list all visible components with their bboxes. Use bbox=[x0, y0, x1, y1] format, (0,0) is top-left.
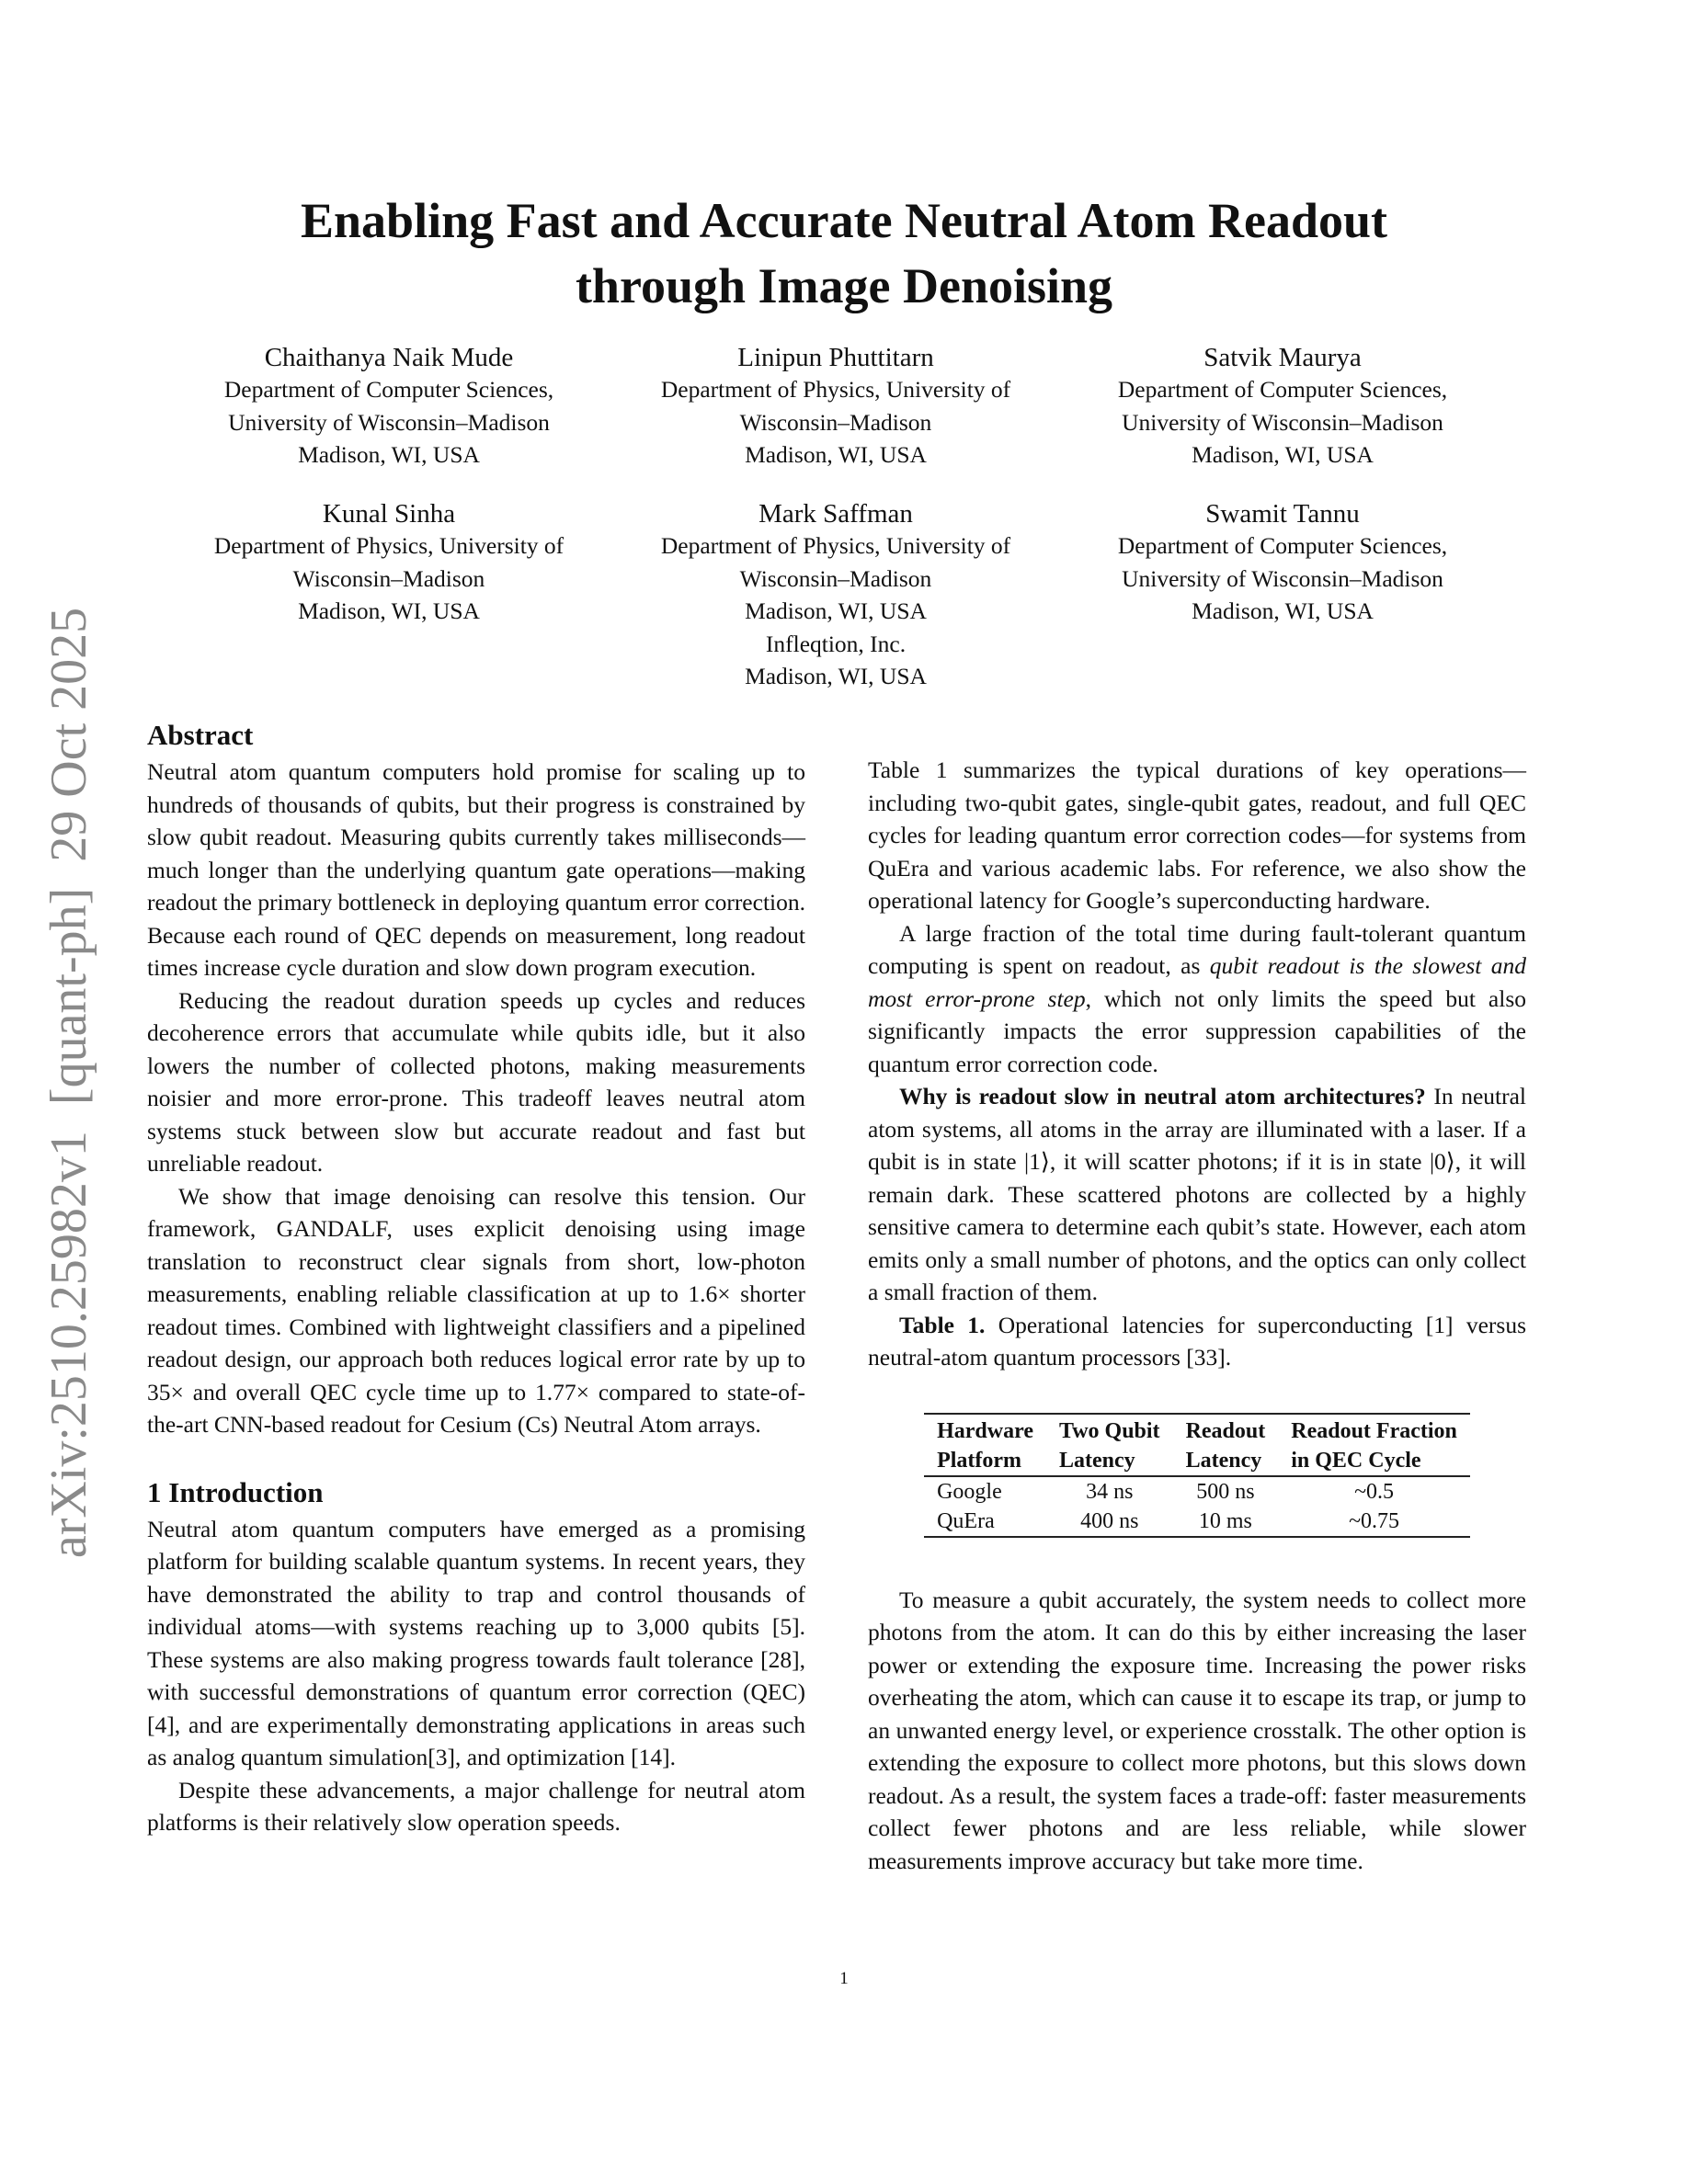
column-header: Latency bbox=[1173, 1446, 1279, 1476]
header-row bbox=[924, 1446, 1470, 1476]
table-label: Table 1. bbox=[899, 1311, 986, 1338]
author-affiliation: Wisconsin–Madison bbox=[739, 564, 932, 592]
author-affiliation: University of Wisconsin–Madison bbox=[228, 408, 550, 436]
author-name: Kunal Sinha bbox=[322, 499, 456, 529]
paragraph bbox=[868, 754, 1526, 917]
author-affiliation: Department of Physics, University of bbox=[213, 532, 565, 559]
author-affiliation: Department of Computer Sciences, bbox=[1117, 532, 1448, 559]
column-header: Platform bbox=[924, 1446, 1046, 1476]
paragraph bbox=[147, 984, 805, 1180]
table-caption-text: Operational latencies for superconducting [1] versus neutral-atom quantum processors [33]. bbox=[868, 1311, 1526, 1371]
author-block bbox=[1062, 496, 1503, 628]
author-affiliation: Madison, WI, USA bbox=[745, 597, 927, 624]
paragraph bbox=[147, 1774, 805, 1839]
table-cell: 500 ns bbox=[1196, 1479, 1255, 1504]
text-run: qubit readout is the slowest and most error-prone step bbox=[868, 952, 1526, 1012]
text-run: Reducing the readout duration speeds up cycles and reduces decoherence errors that accumulate while qubits idle, but it also lowers the number of collected photons, making measurements noisier and more error-prone. This tradeoff leaves neutral atom systems stuck between slow but accurate readout and fast but unreliable readout. bbox=[147, 986, 805, 1177]
column-header: Readout bbox=[1173, 1414, 1279, 1446]
table-cell: Google bbox=[937, 1479, 1002, 1504]
author-block bbox=[615, 496, 1056, 693]
author-affiliation: Department of Physics, University of bbox=[660, 376, 1011, 403]
introduction-body bbox=[147, 1513, 805, 1839]
paragraph bbox=[147, 1513, 805, 1774]
author-affiliation: Department of Computer Sciences, bbox=[1117, 376, 1448, 403]
right-body bbox=[868, 754, 1526, 1309]
column-header: in QEC Cycle bbox=[1278, 1446, 1470, 1476]
author-affiliation: Madison, WI, USA bbox=[1192, 597, 1374, 624]
table-cell: QuEra bbox=[924, 1507, 1046, 1537]
text-run: Neutral atom quantum computers hold promise for scaling up to hundreds of thousands of qubits, but their progress is constrained by slow qubit readout. Measuring qubits currently takes milliseconds—much longer than the underlying quantum gate operations—making readout the primary bottleneck in deploying quantum error correction. Because each round of QEC depends on measurement, long readout times increase cycle duration and slow down program execution. bbox=[147, 758, 805, 981]
author-name: Mark Saffman bbox=[758, 499, 913, 529]
column-header: Hardware bbox=[924, 1414, 1046, 1446]
author-affiliation: Madison, WI, USA bbox=[745, 663, 927, 689]
author-affiliation: Wisconsin–Madison bbox=[292, 564, 485, 592]
author-affiliation: Department of Computer Sciences, bbox=[223, 376, 554, 403]
table-cell: ~0.75 bbox=[1278, 1507, 1470, 1537]
author-block bbox=[168, 496, 610, 628]
table-cell: 10 ms bbox=[1173, 1507, 1279, 1537]
paragraph bbox=[147, 756, 805, 984]
author-affiliation: Department of Physics, University of bbox=[660, 532, 1011, 559]
text-run: Why is readout slow in neutral atom architectures? bbox=[899, 1083, 1426, 1109]
table-row bbox=[924, 1507, 1470, 1537]
page-number: 1 bbox=[839, 1969, 849, 1988]
abstract-body bbox=[147, 756, 805, 1441]
author-affiliation: Madison, WI, USA bbox=[1192, 441, 1374, 468]
table-cell: ~0.5 bbox=[1354, 1479, 1395, 1504]
author-name: Chaithanya Naik Mude bbox=[264, 343, 514, 372]
table-cell: 34 ns bbox=[1086, 1479, 1134, 1504]
paragraph bbox=[868, 1080, 1526, 1309]
author-affiliation: Madison, WI, USA bbox=[298, 441, 480, 468]
author-affiliation: Infleqtion, Inc. bbox=[765, 630, 907, 657]
author-affiliation: Wisconsin–Madison bbox=[739, 408, 932, 436]
paragraph bbox=[147, 1180, 805, 1441]
title-line: through Image Denoising bbox=[575, 258, 1113, 313]
author-affiliation: Madison, WI, USA bbox=[298, 597, 480, 624]
right-column bbox=[868, 754, 1526, 1877]
author-affiliation: Madison, WI, USA bbox=[745, 441, 927, 468]
paragraph bbox=[868, 1584, 1526, 1878]
table-caption bbox=[868, 1309, 1526, 1374]
author-affiliation: University of Wisconsin–Madison bbox=[1122, 564, 1443, 592]
column-header: Two Qubit bbox=[1046, 1414, 1173, 1446]
text-run: Table 1 summarizes the typical durations of key operations—including two-qubit gates, single-qubit gates, readout, and full QEC cycles for leading quantum error correction codes—for systems from QuEra and various academic labs. For reference, we also show the operational latency for Google’s superconducting hardware. bbox=[868, 756, 1526, 914]
header-row bbox=[924, 1414, 1470, 1446]
arxiv-stamp: arXiv:2510.25982v1 [quant-ph] 29 Oct 2025 bbox=[40, 607, 97, 1559]
author-name: Swamit Tannu bbox=[1205, 499, 1360, 529]
text-run: We show that image denoising can resolve this tension. Our framework, GANDALF, uses explicit denoising using image translation to reconstruct clear signals from short, low-photon measurements, enabling reliable classification at up to 1.6× shorter readout times. Combined with lightweight classifiers and a pipelined readout design, our approach both reduces logical error rate by up to 35× and overall QEC cycle time up to 1.77× compared to state-of-the-art CNN-based readout for Cesium (Cs) Neutral Atom arrays. bbox=[147, 1182, 805, 1438]
author-name: Satvik Maurya bbox=[1203, 343, 1362, 372]
author-block bbox=[168, 340, 610, 472]
author-block bbox=[615, 340, 1056, 472]
text-run: , which not only limits the speed but also significantly impacts the error suppression capabilities of the quantum error correction code. bbox=[868, 984, 1526, 1077]
author-block bbox=[1062, 340, 1503, 472]
abstract-heading: Abstract bbox=[147, 719, 254, 751]
right-body-continued bbox=[868, 1584, 1526, 1878]
author-affiliation: University of Wisconsin–Madison bbox=[1122, 408, 1443, 436]
text-run: A large fraction of the total time during fault-tolerant quantum computing is spent on readout, as bbox=[868, 919, 1526, 979]
column-header: Readout Fraction bbox=[1278, 1414, 1470, 1446]
author-name: Linipun Phuttitarn bbox=[737, 343, 934, 372]
paper-title bbox=[0, 188, 1688, 319]
paragraph bbox=[868, 917, 1526, 1081]
title-line: Enabling Fast and Accurate Neutral Atom Readout bbox=[300, 193, 1387, 248]
text-run: In neutral atom systems, all atoms in the array are illuminated with a laser. If a qubit is in state |1⟩, it will scatter photons; if it is in state |0⟩, it will remain dark. These scattered photons are collected by a highly sensitive camera to determine each qubit’s state. However, each atom emits only a small number of photons, and the optics can only collect a small fraction of them. bbox=[868, 1083, 1526, 1305]
text-run: Despite these advancements, a major challenge for neutral atom platforms is their relatively slow operation speeds. bbox=[147, 1776, 805, 1836]
table-cell: 400 ns bbox=[1046, 1507, 1173, 1537]
left-column bbox=[147, 717, 805, 1839]
text-run: To measure a qubit accurately, the system needs to collect more photons from the atom. It can do this by either increasing the laser power or extending the exposure time. Increasing the power risks overheating the atom, which can cause it to escape its trap, or jump to an unwanted energy level, or experience crosstalk. The other option is extending the exposure to collect more photons, but this slows down readout. As a result, the system faces a trade-off: faster measurements collect fewer photons and are less reliable, while slower measurements improve accuracy but take more time. bbox=[868, 1586, 1526, 1874]
text-run: Neutral atom quantum computers have emerged as a promising platform for building scalable quantum systems. In recent years, they have demonstrated the ability to trap and control thousands of individual atoms—with systems reaching up to 3,000 qubits [5]. These systems are also making progress towards fault tolerance [28], with successful demonstrations of quantum error correction (QEC)[4], and are experimentally demonstrating applications in areas such as analog quantum simulation[3], and optimization [14]. bbox=[147, 1515, 805, 1770]
introduction-heading: 1 Introduction bbox=[147, 1475, 324, 1508]
column-header: Latency bbox=[1046, 1446, 1173, 1476]
latency-table bbox=[924, 1413, 1470, 1538]
table-row bbox=[924, 1476, 1470, 1507]
